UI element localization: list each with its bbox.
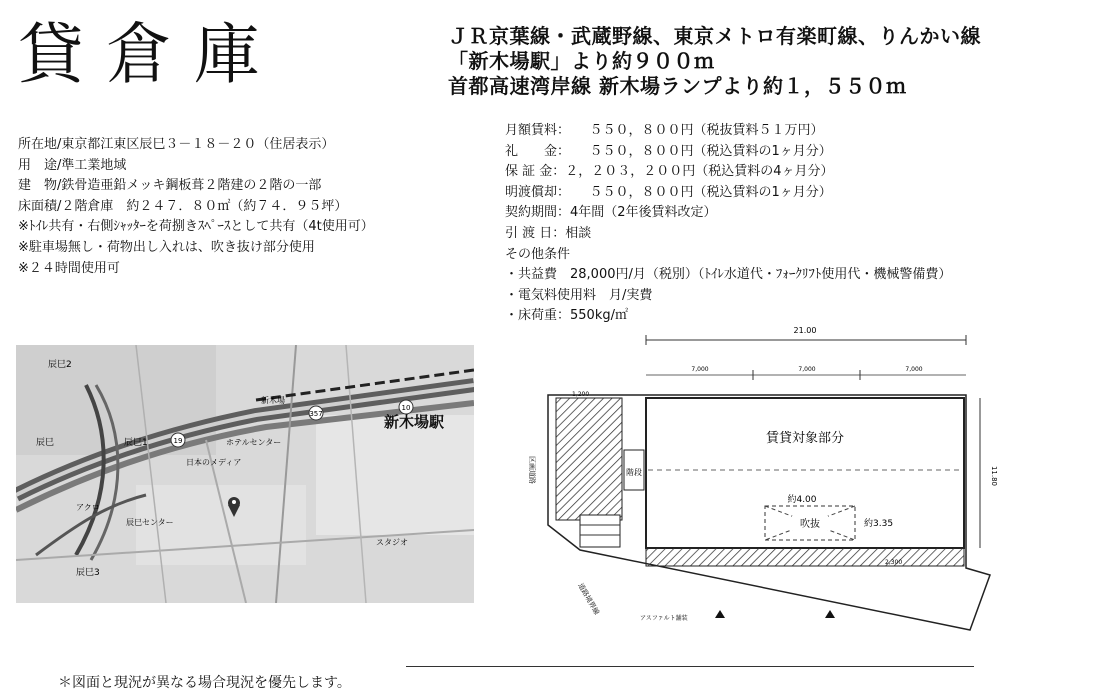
term-line: 契約期間：4年間（2年後賃料改定） [505, 205, 717, 221]
property-line: ※２４時間使用可 [18, 260, 120, 276]
map-label: アクロ [76, 503, 100, 512]
route-number: 10 [401, 404, 411, 412]
dim-depth: 11.80 [990, 465, 998, 487]
dim-span: 7,000 [798, 366, 816, 373]
map-label: ホテルセンター [226, 438, 282, 447]
term-line: 明渡償却： ５５０，８００円（税込賃料の1ヶ月分） [505, 184, 832, 200]
map-label: スタジオ [376, 538, 408, 547]
term-line: 引 渡 日：相談 [505, 225, 592, 241]
term-line: ・電気料使用料 月/実費 [505, 287, 653, 303]
rental-area-label: 賃貸対象部分 [765, 431, 845, 446]
floor-plan [520, 320, 1080, 640]
map-label: 辰巳3 [76, 568, 100, 578]
side-room-label: 階段 [626, 468, 642, 477]
road-bottom-label: 道路境界線 [576, 582, 601, 617]
map-label: 辰巳 [36, 438, 55, 448]
term-line: ・床荷重：550kg/㎡ [505, 308, 628, 324]
route-number: 357 [309, 410, 323, 418]
property-line: 床面積/２階倉庫 約２４７．８０㎡（約７４．９５坪） [18, 198, 348, 214]
property-line: 用 途/準工業地域 [18, 157, 127, 173]
map-label: 日本のメディア [186, 458, 242, 467]
dim-total-width: 21.00 [793, 326, 817, 335]
map-drawing [16, 345, 474, 603]
map-label: 新木場 [261, 396, 285, 405]
dim-span: 7,000 [905, 366, 923, 373]
map-label: 辰巳1 [124, 438, 148, 448]
dim-bottom: 2,300 [885, 559, 903, 566]
lease-terms [505, 121, 951, 327]
access-line: 「新木場駅」より約９００ｍ [448, 49, 715, 73]
property-line: 建 物/鉄骨造亜鉛メッキ鋼板葺２階建の２階の一部 [18, 178, 322, 194]
map-label: 辰巳2 [48, 360, 72, 370]
entrance-arrow-icon [715, 610, 725, 618]
access-info [448, 24, 981, 99]
map-label: 辰巳センター [126, 518, 174, 527]
station-label: 新木場駅 [384, 413, 445, 431]
void-height: 約3.35 [864, 519, 894, 529]
property-details [18, 135, 374, 279]
access-line: 首都高速湾岸線 新木場ランプより約１，５５０ｍ [448, 74, 907, 98]
term-line: その他条件 [505, 246, 571, 262]
footer-note: ＊図面と現況が異なる場合現況を優先します。 [58, 675, 351, 691]
term-line: 保 証 金：２，２０３，２００円（税込賃料の4ヶ月分） [505, 164, 834, 180]
term-line: ・共益費 28,000円/月（税別）（ﾄｲﾚ水道代・ﾌｫｰｸﾘﾌﾄ使用代・機械警備費） [505, 267, 952, 283]
property-line: 所在地/東京都江東区辰巳３－１８－２０（住居表示） [18, 137, 335, 152]
dim-span: 7,000 [691, 366, 709, 373]
page-title: 貸倉庫 [18, 16, 282, 93]
void-label: 吹抜 [800, 519, 820, 530]
access-line: ＪＲ京葉線・武蔵野線、東京メトロ有楽町線、りんかい線 [448, 24, 981, 48]
location-map [16, 345, 474, 603]
property-line: ※駐車場無し・荷物出し入れは、吹き抜け部分使用 [18, 239, 315, 255]
term-line: 礼 金： ５５０，８００円（税込賃料の1ヶ月分） [505, 143, 832, 159]
asphalt-label: アスファルト舗装 [640, 615, 688, 622]
dim-left: 1,200 [572, 391, 590, 398]
route-number: 19 [173, 437, 183, 445]
term-line: 月額賃料： ５５０，８００円（税抜賃料５１万円） [505, 123, 824, 138]
void-width: 約4.00 [787, 495, 817, 505]
road-left-label: 区画道路 [528, 456, 536, 484]
divider-line [406, 666, 974, 667]
floor-plan-drawing [520, 320, 1080, 640]
entrance-arrow-icon [825, 610, 835, 618]
property-line: ※ﾄｲﾚ共有・右側ｼｬｯﾀｰを荷捌きｽﾍﾟｰｽとして共有（4t使用可） [18, 219, 374, 235]
